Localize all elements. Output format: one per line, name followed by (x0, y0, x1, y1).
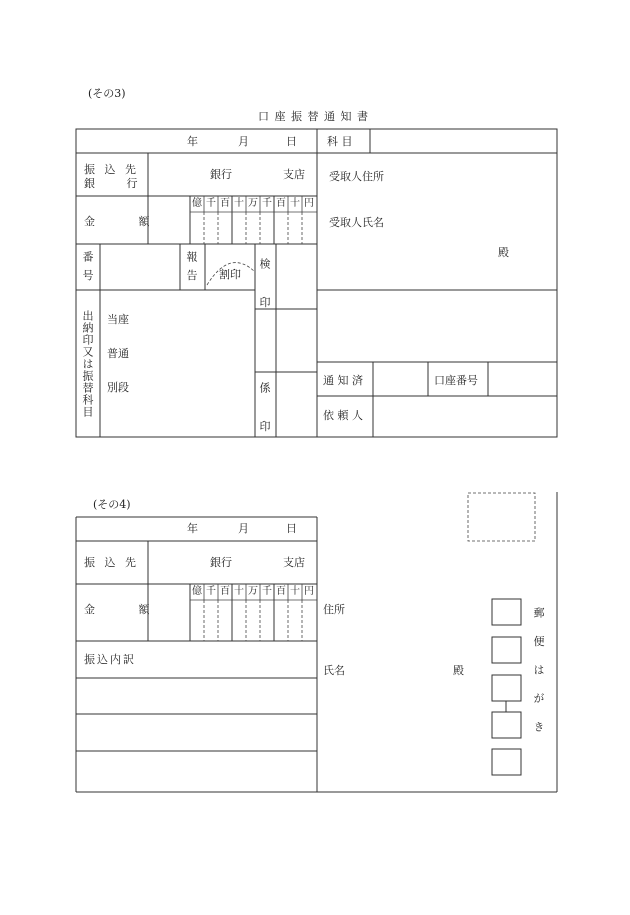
form4-branch-name: 支店 (283, 556, 305, 569)
form4-payee-label: 振 込 先 (84, 556, 139, 569)
form3-amount-unit-5: 千 (262, 198, 272, 209)
form3-recipient-address-label: 受取人住所 (329, 170, 384, 183)
form4-amount-unit-4: 万 (248, 586, 258, 597)
form3-amount-label: 金 額 (84, 215, 170, 228)
form3-branch-name: 支店 (283, 168, 305, 181)
form4-label: (その4) (93, 498, 131, 511)
form3-account-ordinary: 普通 (107, 347, 129, 360)
postal-code-box (492, 599, 521, 625)
form4-name-label: 氏名 (323, 664, 345, 677)
form3-amount-unit-2: 百 (220, 198, 230, 209)
form3-report-label: 報 告 (185, 251, 198, 283)
form4-honorific: 殿 (453, 664, 464, 677)
form3-amount-unit-1: 千 (206, 198, 216, 209)
form4-amount-unit-1: 千 (206, 586, 216, 597)
form4-amount-unit-8: 円 (304, 586, 314, 597)
form3-notified-label: 通 知 済 (323, 374, 363, 387)
form3-amount-unit-3: 十 (234, 198, 244, 209)
form3-amount-unit-7: 十 (290, 198, 300, 209)
form3-number-label: 番 号 (81, 251, 94, 283)
form3-amount-unit-6: 百 (276, 198, 286, 209)
form3-amount-unit-4: 万 (248, 198, 258, 209)
form3-bank-name: 銀行 (210, 168, 232, 181)
form3-label: (その3) (88, 87, 126, 100)
postal-code-box (492, 749, 521, 775)
postal-code-box (492, 675, 521, 701)
form4-amount-unit-3: 十 (234, 586, 244, 597)
stamp-placeholder (468, 493, 535, 541)
form3-amount-unit-8: 円 (304, 198, 314, 209)
postal-code-box (492, 712, 521, 738)
form3-subject-label: 科 目 (327, 135, 353, 148)
form3-honorific: 殿 (498, 246, 509, 259)
form3-account-special: 別段 (107, 381, 129, 394)
form4-address-label: 住所 (323, 603, 345, 616)
form3-payee-label: 振 込 先 (84, 163, 139, 176)
form3-tally-seal-label: 割印 (219, 268, 241, 281)
form3-month: 月 (238, 135, 249, 148)
form4-amount-unit-6: 百 (276, 586, 286, 597)
form4-breakdown-label: 振込内訳 (84, 653, 136, 666)
form3-day: 日 (286, 135, 297, 148)
form4-amount-unit-5: 千 (262, 586, 272, 597)
form4-year: 年 (187, 522, 198, 535)
form3-year: 年 (187, 135, 198, 148)
form3-clerk-seal-label: 係 印 (258, 382, 271, 444)
form4-day: 日 (286, 522, 297, 535)
postcard-label: 郵 便 は が き (532, 607, 545, 739)
form3-account-number-label: 口座番号 (434, 374, 478, 387)
form3-amount-unit-0: 億 (192, 198, 202, 209)
form3-bank-label: 銀 行 (84, 177, 152, 190)
form3-account-current: 当座 (107, 313, 129, 326)
form4-amount-label: 金 額 (84, 603, 170, 616)
form3-inspection-seal-label: 検 印 (258, 258, 271, 320)
form4-month: 月 (238, 522, 249, 535)
form4-amount-unit-7: 十 (290, 586, 300, 597)
form3-disbursement-label: 出納印又は振替科目 (81, 310, 94, 418)
form3-requester-label: 依 頼 人 (323, 409, 363, 422)
form3-title: 口 座 振 替 通 知 書 (258, 110, 369, 123)
form3-recipient-name-label: 受取人氏名 (329, 216, 384, 229)
form4-bank-name: 銀行 (210, 556, 232, 569)
postal-code-box (492, 637, 521, 663)
form4-amount-unit-2: 百 (220, 586, 230, 597)
form4-amount-unit-0: 億 (192, 586, 202, 597)
